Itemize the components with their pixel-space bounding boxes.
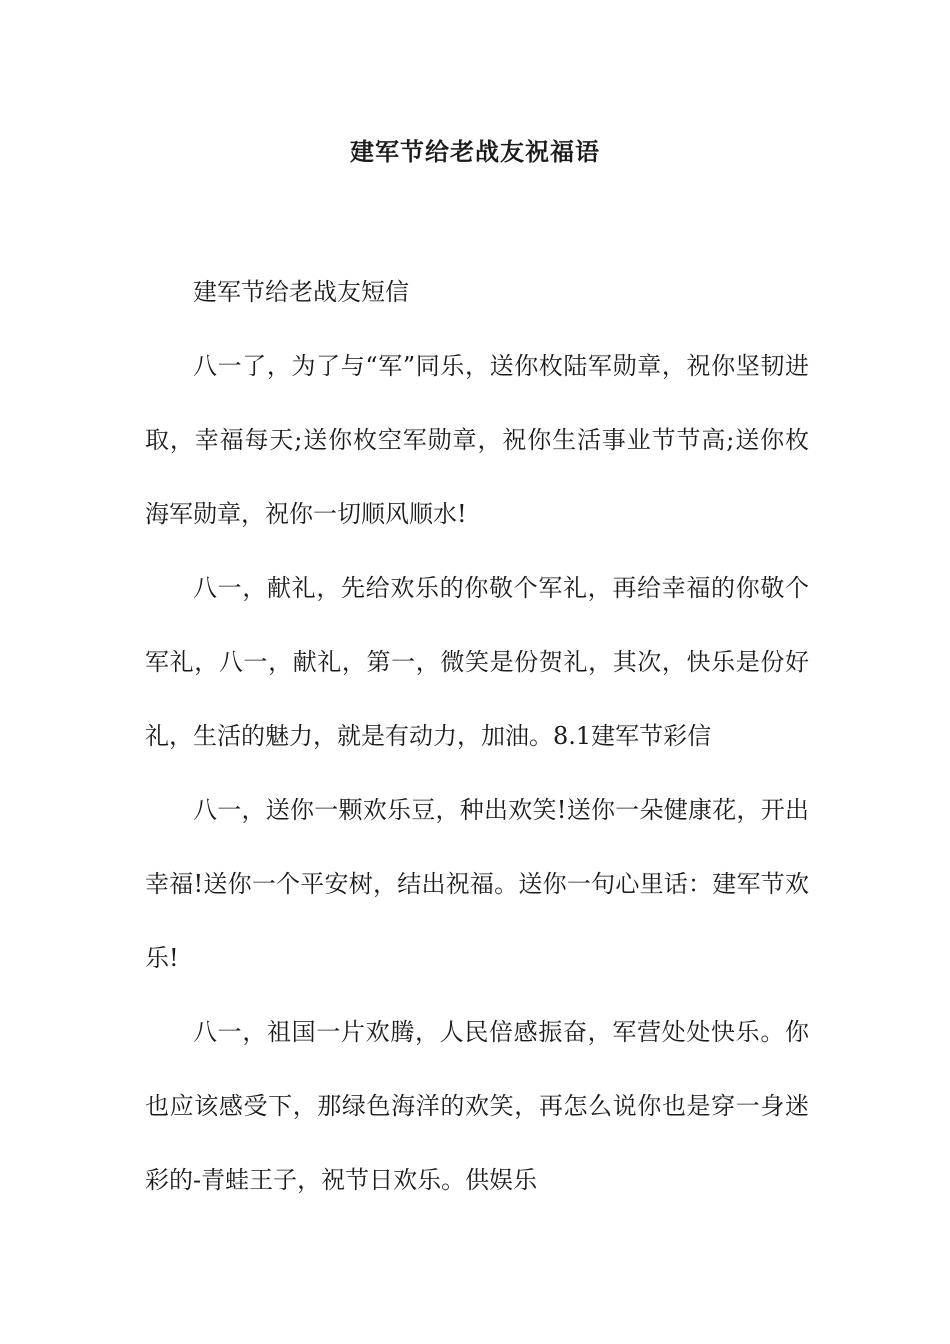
document-body xyxy=(145,255,809,1217)
paragraph: 八一，送你一颗欢乐豆，种出欢笑!送你一朵健康花，开出幸福!送你一个平安树，结出祝福。送你一句心里话：建军节欢乐! xyxy=(145,796,809,972)
paragraph: 八一，献礼，先给欢乐的你敬个军礼，再给幸福的你敬个军礼，八一，献礼，第一，微笑是份贺礼，其次，快乐是份好礼，生活的魅力，就是有动力，加油。8.1建军节彩信 xyxy=(145,574,809,750)
document-title: 建军节给老战友祝福语 xyxy=(350,137,600,166)
paragraph: 八一了，为了与“军”同乐，送你枚陆军勋章，祝你坚韧进取，幸福每天;送你枚空军勋章，祝你生活事业节节高;送你枚海军勋章，祝你一切顺风顺水! xyxy=(145,352,809,528)
paragraph-subheading: 建军节给老战友短信 xyxy=(193,278,409,306)
paragraph: 八一，祖国一片欢腾，人民倍感振奋，军营处处快乐。你也应该感受下，那绿色海洋的欢笑，再怎么说你也是穿一身迷彩的-青蛙王子，祝节日欢乐。供娱乐 xyxy=(145,1018,809,1194)
